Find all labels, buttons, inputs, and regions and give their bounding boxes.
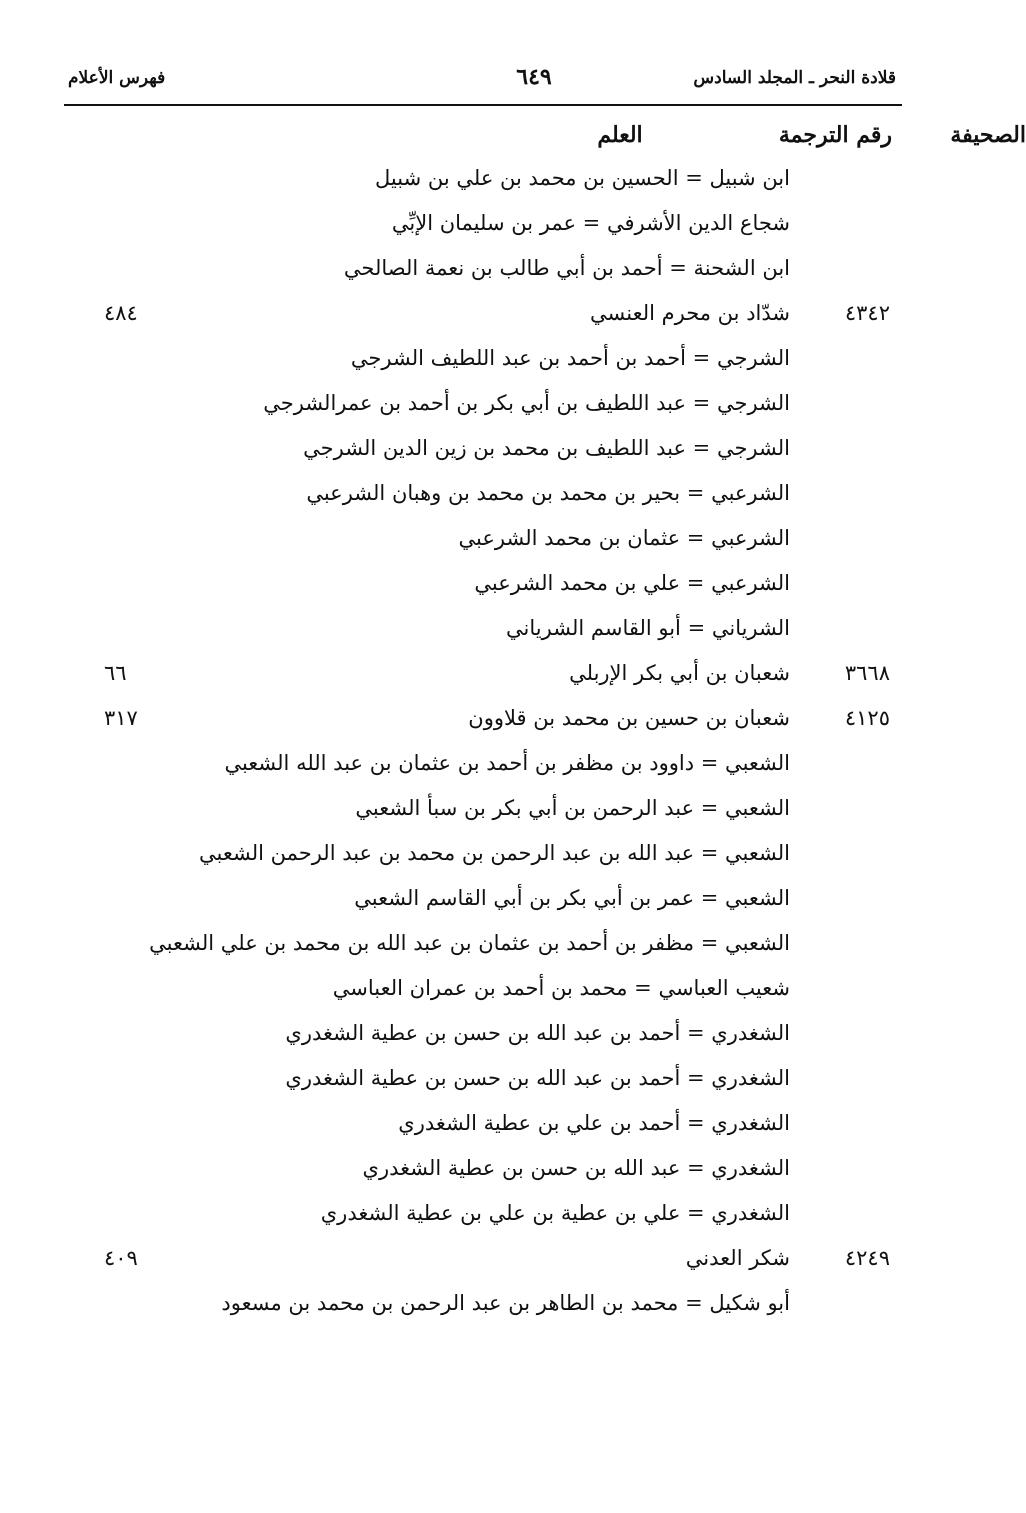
entry-name: الشرعبي = علي بن محمد الشرعبي <box>474 571 790 595</box>
entry-page: ٣١٧ <box>104 706 138 730</box>
entry-page: ٤٠٩ <box>104 1246 138 1270</box>
index-entry <box>0 520 956 565</box>
index-entry <box>0 880 956 925</box>
entry-name: أبو شكيل = محمد بن الطاهر بن عبد الرحمن بن محمد بن مسعود <box>221 1291 790 1315</box>
index-entry <box>0 970 956 1015</box>
index-entry <box>0 925 956 970</box>
entry-name: الشرعبي = عثمان بن محمد الشرعبي <box>458 526 790 550</box>
entry-number: ٤١٢٥ <box>844 706 890 730</box>
entry-number: ٣٦٦٨ <box>844 661 890 685</box>
index-entry <box>0 1285 956 1330</box>
entry-name: الشعبي = مظفر بن أحمد بن عثمان بن عبد الله بن محمد بن علي الشعبي <box>149 931 790 955</box>
index-entry <box>0 1240 956 1285</box>
entry-name: الشرجي = عبد اللطيف بن أبي بكر بن أحمد بن عمرالشرجي <box>263 391 790 415</box>
entry-name: شعبان بن أبي بكر الإربلي <box>569 661 790 685</box>
entry-name: ابن شبيل = الحسين بن محمد بن علي بن شبيل <box>375 166 790 190</box>
index-entry <box>0 790 956 835</box>
index-entry <box>0 160 956 205</box>
entry-name: شدّاد بن محرم العنسي <box>590 301 790 325</box>
index-entry <box>0 1015 956 1060</box>
entry-name: الشرعبي = بحير بن محمد بن محمد بن وهبان الشرعبي <box>306 481 790 505</box>
entry-name: الشعبي = عمر بن أبي بكر بن أبي القاسم الشعبي <box>354 886 790 910</box>
entry-name: شكر العدني <box>685 1246 790 1270</box>
index-entry <box>0 700 956 745</box>
index-entry <box>0 655 956 700</box>
column-header-page: الصحيفة <box>950 122 1026 148</box>
header-rule <box>64 104 902 106</box>
index-entry <box>0 1105 956 1150</box>
entry-name: الشغدري = أحمد بن علي بن عطية الشغدري <box>398 1111 790 1135</box>
book-title: قلادة النحر ـ المجلد السادس <box>693 68 896 88</box>
column-header-number: رقم الترجمة <box>778 122 892 148</box>
entry-name: الشغدري = أحمد بن عبد الله بن حسن بن عطية الشغدري <box>285 1021 790 1045</box>
entry-name: الشعبي = داوود بن مظفر بن أحمد بن عثمان بن عبد الله الشعبي <box>224 751 790 775</box>
index-entry <box>0 1150 956 1195</box>
entry-name: شعيب العباسي = محمد بن أحمد بن عمران العباسي <box>332 976 790 1000</box>
index-entry <box>0 205 956 250</box>
index-entry <box>0 295 956 340</box>
index-entry <box>0 1060 956 1105</box>
entry-name: الشعبي = عبد الرحمن بن أبي بكر بن سبأ الشعبي <box>355 796 790 820</box>
index-entries <box>0 160 956 1330</box>
index-entry <box>0 745 956 790</box>
entry-name: الشغدري = علي بن عطية بن علي بن عطية الشغدري <box>320 1201 790 1225</box>
entry-name: الشرجي = عبد اللطيف بن محمد بن زين الدين الشرجي <box>303 436 790 460</box>
entry-name: ابن الشحنة = أحمد بن أبي طالب بن نعمة الصالحي <box>343 256 790 280</box>
entry-name: الشغدري = أحمد بن عبد الله بن حسن بن عطية الشغدري <box>285 1066 790 1090</box>
entry-name: الشعبي = عبد الله بن عبد الرحمن بن محمد بن عبد الرحمن الشعبي <box>198 841 790 865</box>
index-title: فهرس الأعلام <box>68 68 166 88</box>
page-number: ٦٤٩ <box>516 64 552 90</box>
index-entry <box>0 565 956 610</box>
index-entry <box>0 475 956 520</box>
entry-name: الشغدري = عبد الله بن حسن بن عطية الشغدري <box>362 1156 790 1180</box>
entry-number: ٤٣٤٢ <box>844 301 890 325</box>
entry-page: ٦٦ <box>104 661 127 685</box>
entry-number: ٤٢٤٩ <box>844 1246 890 1270</box>
entry-name: الشرجي = أحمد بن أحمد بن عبد اللطيف الشرجي <box>350 346 790 370</box>
entry-page: ٤٨٤ <box>104 301 138 325</box>
index-entry <box>0 250 956 295</box>
index-entry <box>0 1195 956 1240</box>
entry-name: شعبان بن حسين بن محمد بن قلاوون <box>468 706 790 730</box>
column-header-name: العلم <box>597 122 643 148</box>
index-entry <box>0 430 956 475</box>
entry-name: شجاع الدين الأشرفي = عمر بن سليمان الإبِّي <box>391 211 790 235</box>
running-header <box>64 60 900 100</box>
index-entry <box>0 340 956 385</box>
index-entry <box>0 835 956 880</box>
entry-name: الشرياني = أبو القاسم الشرياني <box>506 616 790 640</box>
index-entry <box>0 610 956 655</box>
index-entry <box>0 385 956 430</box>
